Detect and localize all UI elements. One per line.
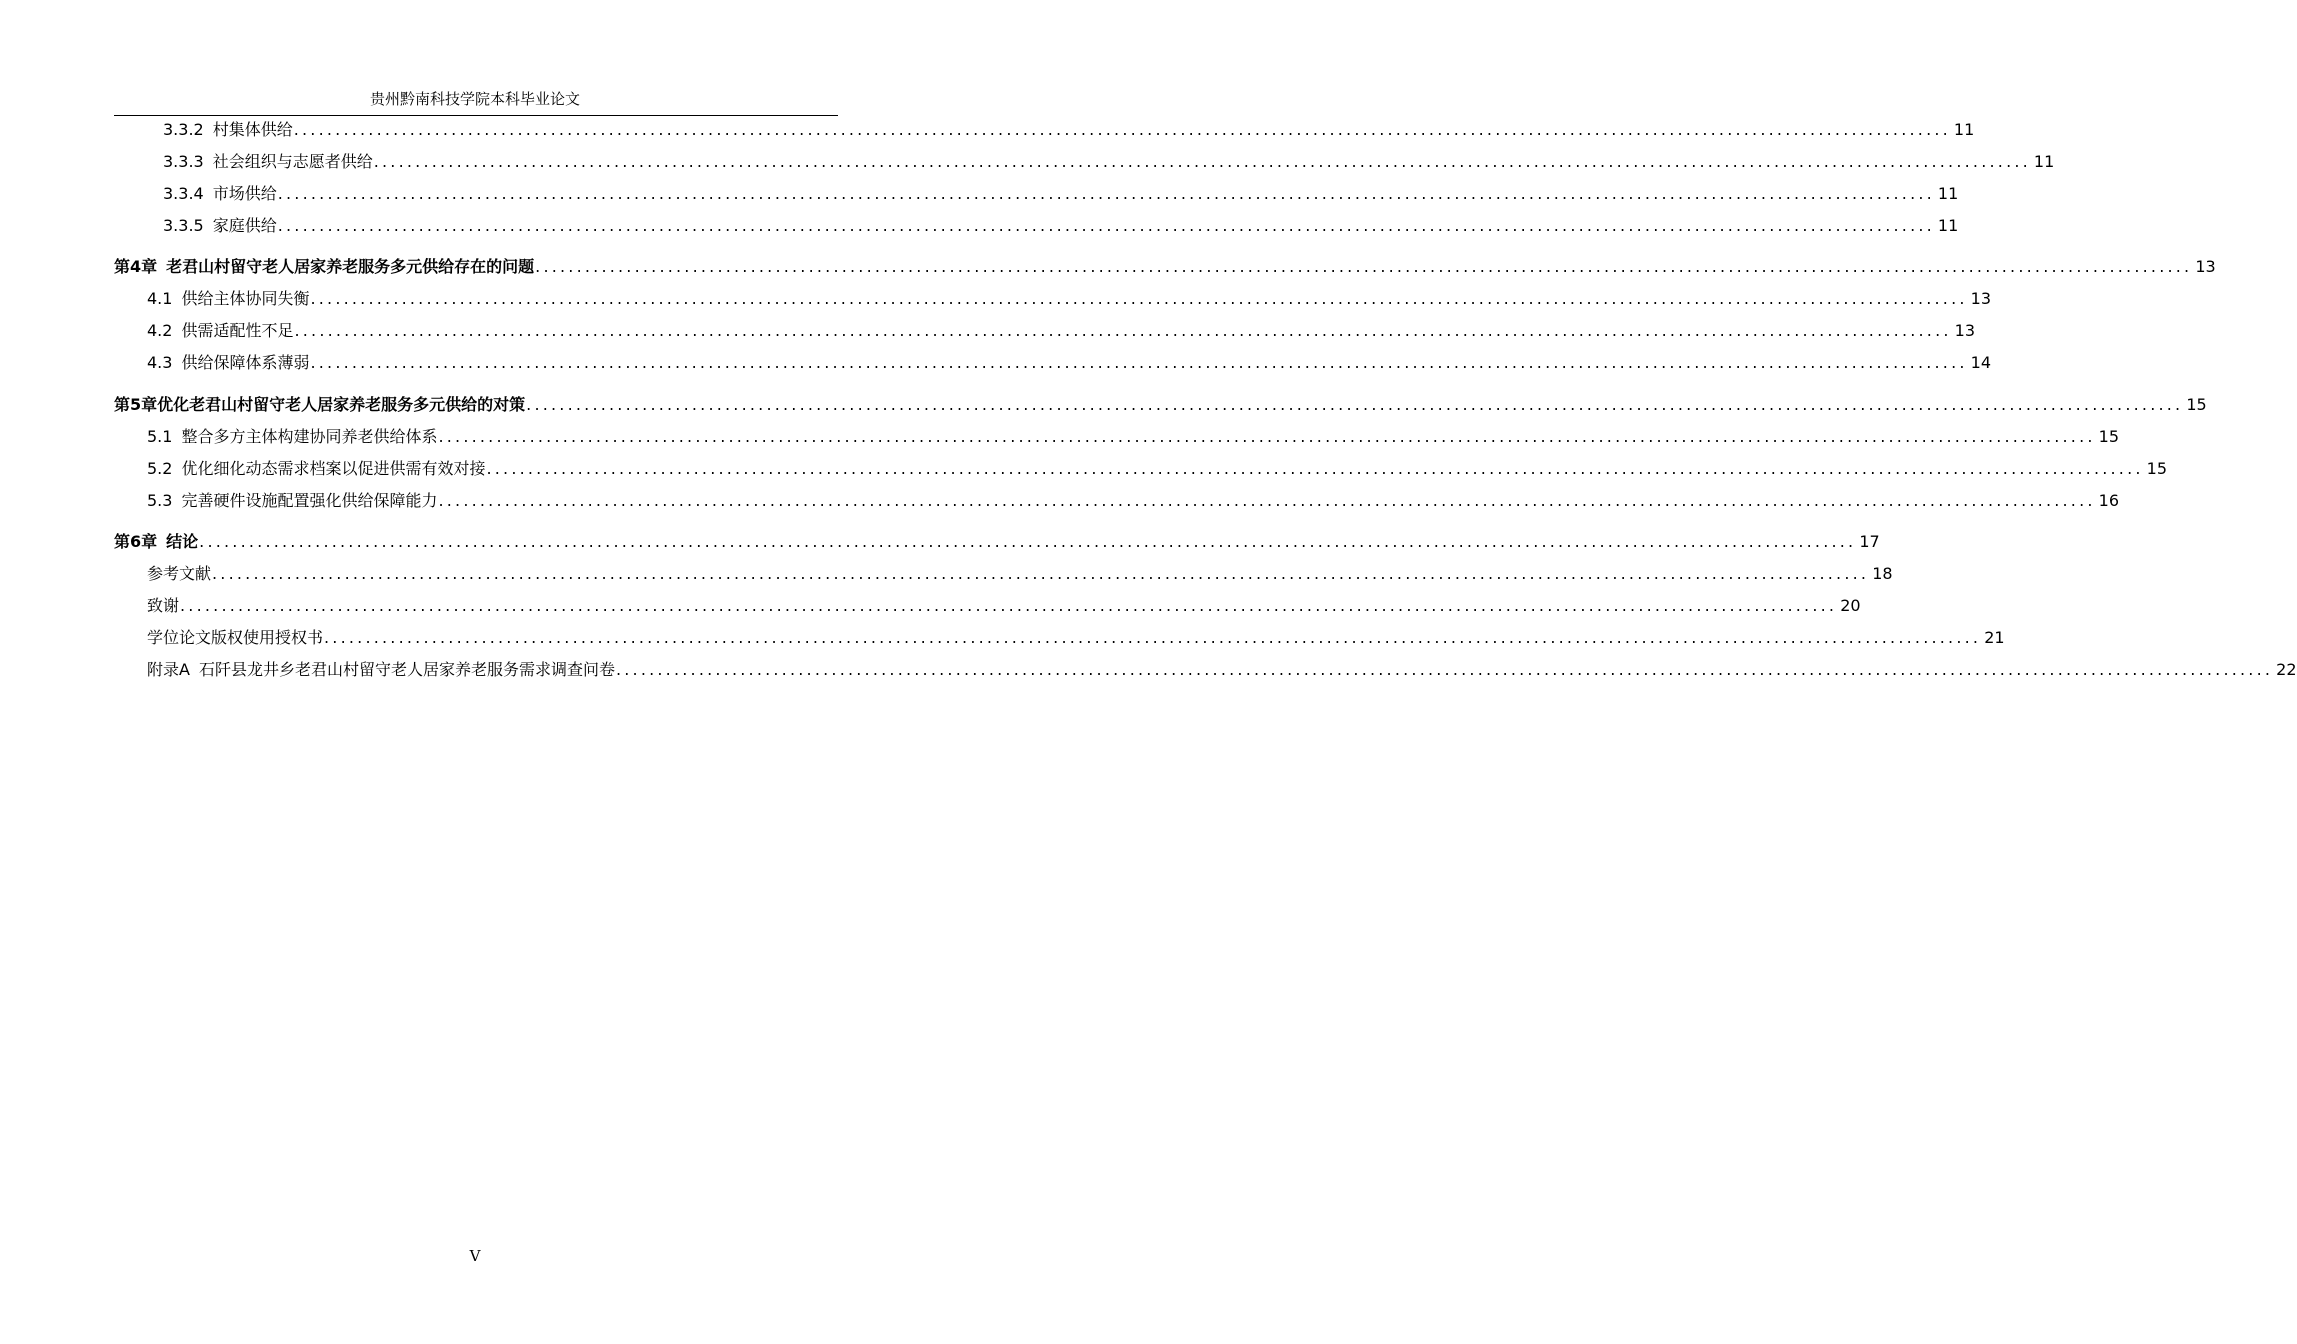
toc-entry-number: 附录A bbox=[147, 660, 190, 679]
toc-entry-chapter-5[interactable] bbox=[114, 393, 2207, 417]
toc-entry-4-3[interactable] bbox=[147, 351, 1992, 375]
toc-entry-title: 整合多方主体构建协同养老供给体系 bbox=[181, 427, 438, 446]
toc-entry-acknowledgements[interactable] bbox=[147, 594, 1861, 618]
toc-entry-label bbox=[147, 658, 615, 682]
toc-entry-label bbox=[147, 425, 437, 449]
toc-entry-number: 4.1 bbox=[147, 289, 173, 308]
toc-entry-number: 5.2 bbox=[147, 459, 173, 478]
toc-entry-label bbox=[147, 351, 309, 375]
toc-entry-page: 13 bbox=[1954, 321, 1976, 340]
toc-entry-number: 第6章 bbox=[114, 532, 158, 551]
toc-entry-appendix-a[interactable] bbox=[147, 658, 2297, 682]
toc-entry-title: 市场供给 bbox=[212, 184, 277, 203]
toc-entry-label bbox=[163, 214, 277, 238]
toc-dot-leader: ........................................................................................................................................................................................................ bbox=[294, 321, 1952, 340]
toc-entry-3-3-5[interactable] bbox=[163, 214, 1959, 238]
toc-entry-title: 家庭供给 bbox=[212, 216, 277, 235]
toc-entry-page: 20 bbox=[1840, 596, 1861, 615]
toc-entry-title: 优化细化动态需求档案以促进供需有效对接 bbox=[181, 459, 486, 478]
toc-entry-3-3-3[interactable] bbox=[163, 150, 2055, 174]
toc-entry-page: 22 bbox=[2276, 660, 2297, 679]
toc-entry-label bbox=[163, 150, 373, 174]
toc-entry-label bbox=[147, 626, 323, 650]
toc-entry-chapter-4[interactable] bbox=[114, 255, 2216, 279]
toc-entry-page: 11 bbox=[1953, 120, 1975, 139]
toc-entry-5-3[interactable] bbox=[147, 489, 2120, 513]
toc-entry-label bbox=[147, 562, 211, 586]
toc-dot-leader: ........................................................................................................................................................................................................ bbox=[438, 427, 2096, 446]
toc-entry-page: 13 bbox=[2195, 257, 2216, 276]
page-number: V bbox=[469, 1247, 481, 1265]
toc-dot-leader: ........................................................................................................................................................................................................ bbox=[277, 216, 1935, 235]
toc-entry-label bbox=[114, 255, 534, 279]
toc-entry-3-3-4[interactable] bbox=[163, 182, 1959, 206]
toc-entry-title: 供给主体协同失衡 bbox=[181, 289, 310, 308]
toc-entry-3-3-2[interactable] bbox=[163, 118, 1975, 142]
toc-entry-page: 13 bbox=[1970, 289, 1992, 308]
toc-dot-leader: ........................................................................................................................................................................................................ bbox=[535, 257, 2193, 276]
toc-entry-page: 15 bbox=[2098, 427, 2120, 446]
toc-entry-number: 5.3 bbox=[147, 491, 173, 510]
toc-entry-page: 11 bbox=[1937, 216, 1959, 235]
toc-entry-label bbox=[147, 287, 309, 311]
toc-entry-page: 11 bbox=[1937, 184, 1959, 203]
toc-dot-leader: ........................................................................................................................................................................................................ bbox=[615, 660, 2274, 679]
toc-entry-number: 3.3.4 bbox=[163, 184, 204, 203]
toc-dot-leader: ........................................................................................................................................................................................................ bbox=[277, 184, 1935, 203]
toc-entry-title: 参考文献 bbox=[147, 564, 212, 583]
toc-entry-number: 5.1 bbox=[147, 427, 173, 446]
toc-entry-label bbox=[114, 393, 525, 417]
toc-dot-leader: ........................................................................................................................................................................................................ bbox=[180, 596, 1838, 615]
toc-dot-leader: ........................................................................................................................................................................................................ bbox=[199, 532, 1857, 551]
toc-entry-number: 4.2 bbox=[147, 321, 173, 340]
toc-entry-5-2[interactable] bbox=[147, 457, 2168, 481]
toc-entry-page: 15 bbox=[2146, 459, 2168, 478]
toc-entry-number: 4.3 bbox=[147, 353, 173, 372]
toc-entry-title: 结论 bbox=[166, 532, 199, 551]
toc-dot-leader: ........................................................................................................................................................................................................ bbox=[310, 353, 1968, 372]
toc-dot-leader: ........................................................................................................................................................................................................ bbox=[373, 152, 2031, 171]
toc-entry-page: 14 bbox=[1970, 353, 1992, 372]
toc-entry-label bbox=[147, 319, 293, 343]
toc-entry-title: 石阡县龙井乡老君山村留守老人居家养老服务需求调查问卷 bbox=[198, 660, 615, 679]
toc-entry-label bbox=[114, 530, 198, 554]
toc-entry-title: 学位论文版权使用授权书 bbox=[147, 628, 324, 647]
toc-entry-label bbox=[147, 594, 179, 618]
toc-entry-page: 15 bbox=[2186, 395, 2207, 414]
toc-entry-title: 优化老君山村留守老人居家养老服务多元供给的对策 bbox=[157, 395, 526, 414]
toc-entry-page: 16 bbox=[2098, 491, 2120, 510]
toc-entry-label bbox=[147, 489, 437, 513]
toc-entry-label bbox=[147, 457, 485, 481]
toc-dot-leader: ........................................................................................................................................................................................................ bbox=[324, 628, 1982, 647]
toc-entry-title: 供给保障体系薄弱 bbox=[181, 353, 310, 372]
toc-entry-5-1[interactable] bbox=[147, 425, 2120, 449]
toc-entry-references[interactable] bbox=[147, 562, 1893, 586]
toc-entry-title: 完善硬件设施配置强化供给保障能力 bbox=[181, 491, 438, 510]
toc-entry-label bbox=[163, 118, 293, 142]
header-divider bbox=[114, 115, 838, 116]
toc-entry-title: 老君山村留守老人居家养老服务多元供给存在的问题 bbox=[166, 257, 535, 276]
toc-entry-page: 11 bbox=[2033, 152, 2055, 171]
toc-dot-leader: ........................................................................................................................................................................................................ bbox=[310, 289, 1968, 308]
toc-entry-title: 村集体供给 bbox=[212, 120, 293, 139]
toc-entry-chapter-6[interactable] bbox=[114, 530, 1880, 554]
toc-entry-number: 3.3.5 bbox=[163, 216, 204, 235]
toc-entry-title: 致谢 bbox=[147, 596, 180, 615]
toc-entry-page: 18 bbox=[1872, 564, 1893, 583]
toc-dot-leader: ........................................................................................................................................................................................................ bbox=[212, 564, 1870, 583]
toc-entry-number: 第4章 bbox=[114, 257, 158, 276]
toc-entry-4-2[interactable] bbox=[147, 319, 1976, 343]
toc-entry-page: 21 bbox=[1984, 628, 2005, 647]
toc-dot-leader: ........................................................................................................................................................................................................ bbox=[486, 459, 2144, 478]
toc-entry-label bbox=[163, 182, 277, 206]
toc-entry-copyright-authorization[interactable] bbox=[147, 626, 2005, 650]
toc-entry-number: 3.3.2 bbox=[163, 120, 204, 139]
toc-entry-4-1[interactable] bbox=[147, 287, 1992, 311]
running-header: 贵州黔南科技学院本科毕业论文 bbox=[369, 90, 580, 108]
toc-dot-leader: ........................................................................................................................................................................................................ bbox=[438, 491, 2096, 510]
toc-entry-number: 第5章 bbox=[114, 395, 158, 414]
toc-entry-title: 供需适配性不足 bbox=[181, 321, 294, 340]
toc-entry-number: 3.3.3 bbox=[163, 152, 204, 171]
toc-dot-leader: ........................................................................................................................................................................................................ bbox=[526, 395, 2184, 414]
toc-entry-title: 社会组织与志愿者供给 bbox=[212, 152, 373, 171]
toc-entry-page: 17 bbox=[1859, 532, 1880, 551]
toc-dot-leader: ........................................................................................................................................................................................................ bbox=[293, 120, 1951, 139]
